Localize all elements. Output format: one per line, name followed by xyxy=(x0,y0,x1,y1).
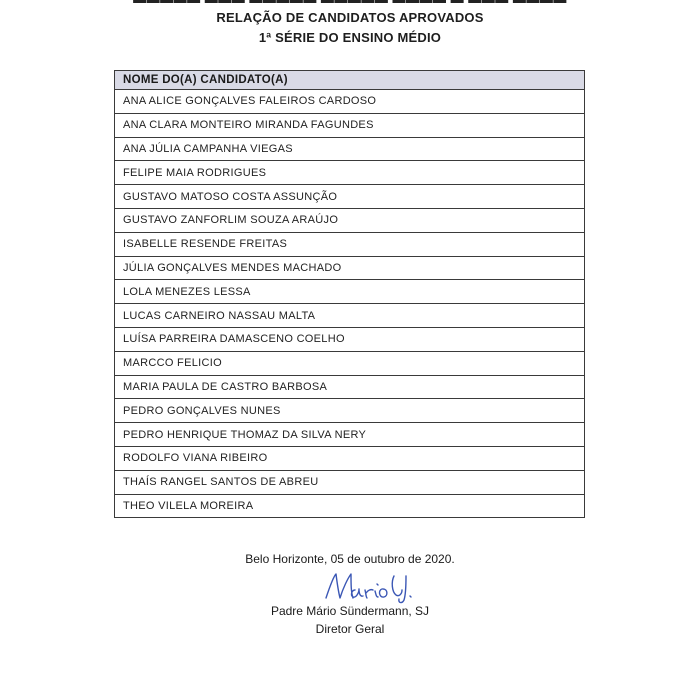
table-row xyxy=(115,446,585,470)
table-row xyxy=(115,208,585,232)
candidate-name: THAÍS RANGEL SANTOS DE ABREU xyxy=(115,470,585,494)
table-row xyxy=(115,280,585,304)
signer-role: Diretor Geral xyxy=(315,622,385,636)
candidate-name: PEDRO GONÇALVES NUNES xyxy=(115,399,585,423)
candidate-name: MARIA PAULA DE CASTRO BARBOSA xyxy=(115,375,585,399)
candidate-name: LUÍSA PARREIRA DAMASCENO COELHO xyxy=(115,327,585,351)
table-row xyxy=(115,494,585,518)
list-title: RELAÇÃO DE CANDIDATOS APROVADOS xyxy=(216,10,484,25)
place-and-date: Belo Horizonte, 05 de outubro de 2020. xyxy=(245,552,455,566)
table-header-row xyxy=(115,71,585,90)
table-row xyxy=(115,304,585,328)
candidate-name: GUSTAVO ZANFORLIM SOUZA ARAÚJO xyxy=(115,208,585,232)
candidate-name: LUCAS CARNEIRO NASSAU MALTA xyxy=(115,304,585,328)
table-row xyxy=(115,90,585,114)
candidate-name: GUSTAVO MATOSO COSTA ASSUNÇÃO xyxy=(115,185,585,209)
handwritten-signature xyxy=(318,568,438,608)
table-row xyxy=(115,113,585,137)
table-row xyxy=(115,423,585,447)
candidate-name: PEDRO HENRIQUE THOMAZ DA SILVA NERY xyxy=(115,423,585,447)
candidate-name: ANA CLARA MONTEIRO MIRANDA FAGUNDES xyxy=(115,113,585,137)
table-row xyxy=(115,232,585,256)
table-row xyxy=(115,327,585,351)
candidate-name: ISABELLE RESENDE FREITAS xyxy=(115,232,585,256)
cropped-top-heading xyxy=(0,0,700,6)
table-row xyxy=(115,185,585,209)
table-row xyxy=(115,351,585,375)
table-row xyxy=(115,256,585,280)
table-row xyxy=(115,137,585,161)
approved-candidates-table xyxy=(114,70,585,518)
table-row xyxy=(115,470,585,494)
candidate-name: ANA ALICE GONÇALVES FALEIROS CARDOSO xyxy=(115,90,585,114)
candidate-name: MARCCO FELICIO xyxy=(115,351,585,375)
table-row xyxy=(115,399,585,423)
candidate-name: THEO VILELA MOREIRA xyxy=(115,494,585,518)
list-subtitle: 1ª SÉRIE DO ENSINO MÉDIO xyxy=(258,30,442,45)
candidate-name: LOLA MENEZES LESSA xyxy=(115,280,585,304)
table-row xyxy=(115,375,585,399)
candidate-name: JÚLIA GONÇALVES MENDES MACHADO xyxy=(115,256,585,280)
candidate-name: RODOLFO VIANA RIBEIRO xyxy=(115,446,585,470)
column-header-name: NOME DO(A) CANDIDATO(A) xyxy=(115,71,585,90)
table-body xyxy=(115,90,585,518)
table-row xyxy=(115,161,585,185)
signer-name: Padre Mário Sündermann, SJ xyxy=(270,604,430,618)
candidate-name: FELIPE MAIA RODRIGUES xyxy=(115,161,585,185)
candidate-name: ANA JÚLIA CAMPANHA VIEGAS xyxy=(115,137,585,161)
